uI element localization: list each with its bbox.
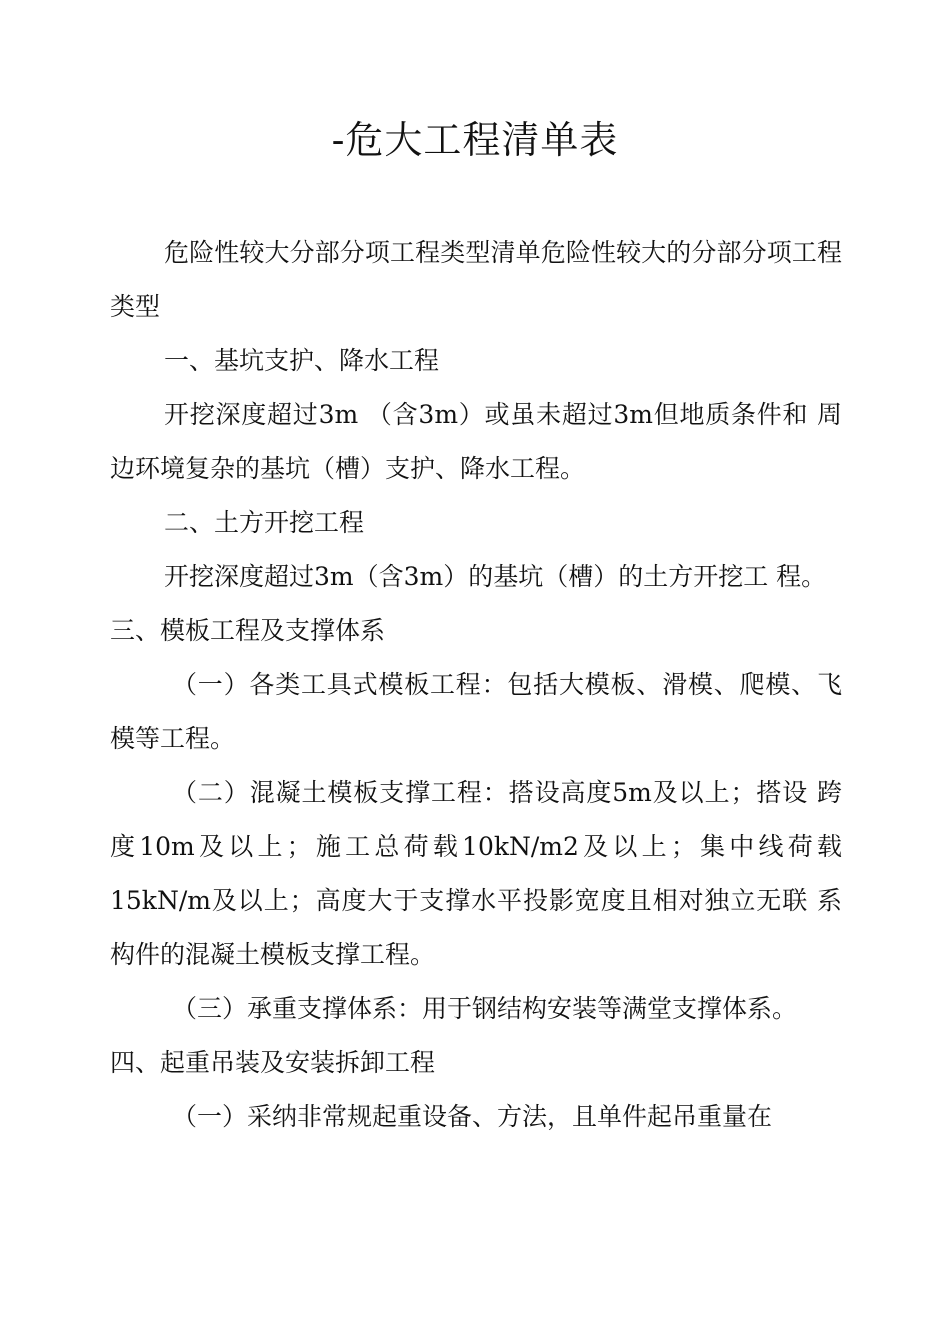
section-heading-2: 二、土方开挖工程: [164, 508, 365, 537]
section-1-paragraph: 开挖深度超过3m （含3m）或虽未超过3m但地质条件和 周边环境复杂的基坑（槽）支护、降水工程。: [110, 400, 842, 483]
section-3-item-3: （三）承重支撑体系：用于钢结构安装等满堂支撑体系。: [172, 994, 798, 1023]
section-heading-3: 三、模板工程及支撑体系: [110, 616, 386, 645]
section-3-item-2: （二）混凝土模板支撑工程：搭设高度5m及以上；搭设 跨度10m及以上；施工总荷载10kN/m2及以上；集中线荷载15kN/m及以上；高度大于支撑水平投影宽度且相对独立无联 系构件的混凝土模板支撑工程。: [110, 778, 842, 969]
section-2-paragraph: 开挖深度超过3m（含3m）的基坑（槽）的土方开挖工 程。: [164, 562, 827, 591]
section-heading-4: 四、起重吊装及安装拆卸工程: [110, 1048, 436, 1077]
section-heading-1: 一、基坑支护、降水工程: [164, 346, 440, 375]
section-4-item-1: （一）采纳非常规起重设备、方法，且单件起吊重量在: [172, 1102, 773, 1131]
section-3-item-1: （一）各类工具式模板工程：包括大模板、滑模、爬模、飞模等工程。: [110, 670, 842, 753]
document-body: [110, 226, 842, 1144]
intro-paragraph: 危险性较大分部分项工程类型清单危险性较大的分部分项工程类型: [110, 238, 842, 321]
document-title: -危大工程清单表: [331, 118, 619, 162]
